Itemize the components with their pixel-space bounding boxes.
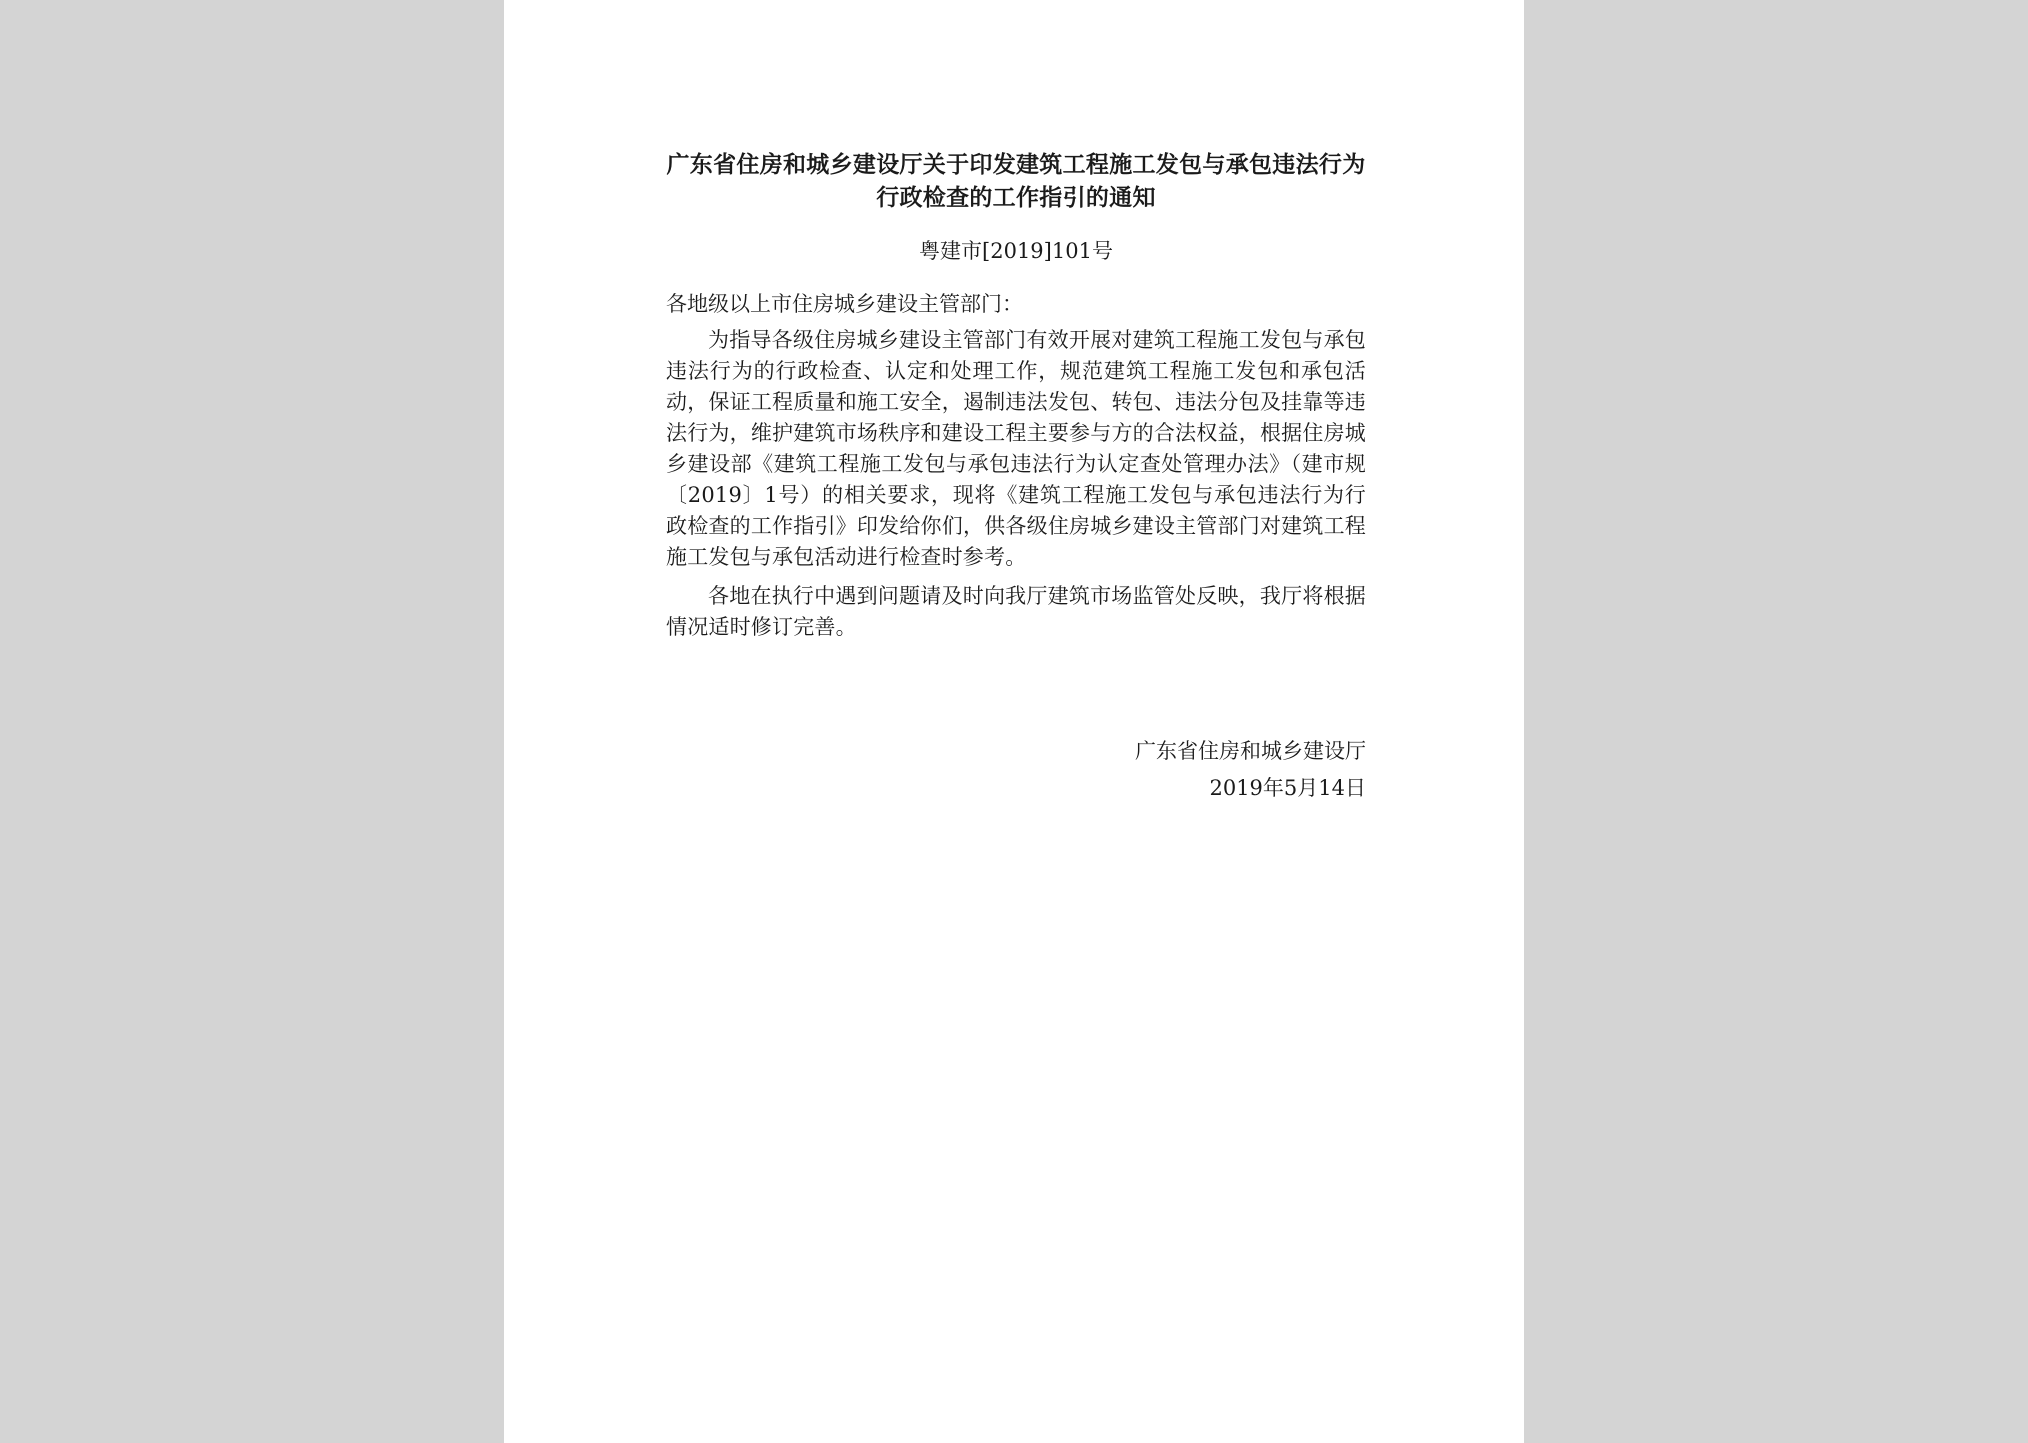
document-number: 粤建市[2019]101号 <box>919 239 1113 263</box>
signature-date: 2019年5月14日 <box>1209 776 1366 800</box>
document-title: 广东省住房和城乡建设厅关于印发建筑工程施工发包与承包违法行为行政检查的工作指引的通知 <box>666 151 1366 211</box>
document-page <box>504 0 1524 1443</box>
salutation: 各地级以上市住房城乡建设主管部门： <box>666 292 1023 316</box>
body-paragraph: 各地在执行中遇到问题请及时向我厅建筑市场监管处反映，我厅将根据情况适时修订完善。 <box>666 584 1366 639</box>
signature-block <box>666 736 1366 804</box>
body-paragraph: 为指导各级住房城乡建设主管部门有效开展对建筑工程施工发包与承包违法行为的行政检查、认定和处理工作，规范建筑工程施工发包和承包活动，保证工程质量和施工安全，遏制违法发包、转包、违法分包及挂靠等违法行为，维护建筑市场秩序和建设工程主要参与方的合法权益，根据住房城乡建设部《建筑工程施工发包与承包违法行为认定查处管理办法》（建市规〔2019〕1号）的相关要求，现将《建筑工程施工发包与承包违法行为行政检查的工作指引》印发给你们，供各级住房城乡建设主管部门对建筑工程施工发包与承包活动进行检查时参考。 <box>666 328 1366 569</box>
signature-org: 广东省住房和城乡建设厅 <box>1135 739 1366 763</box>
document-body <box>666 148 1366 804</box>
